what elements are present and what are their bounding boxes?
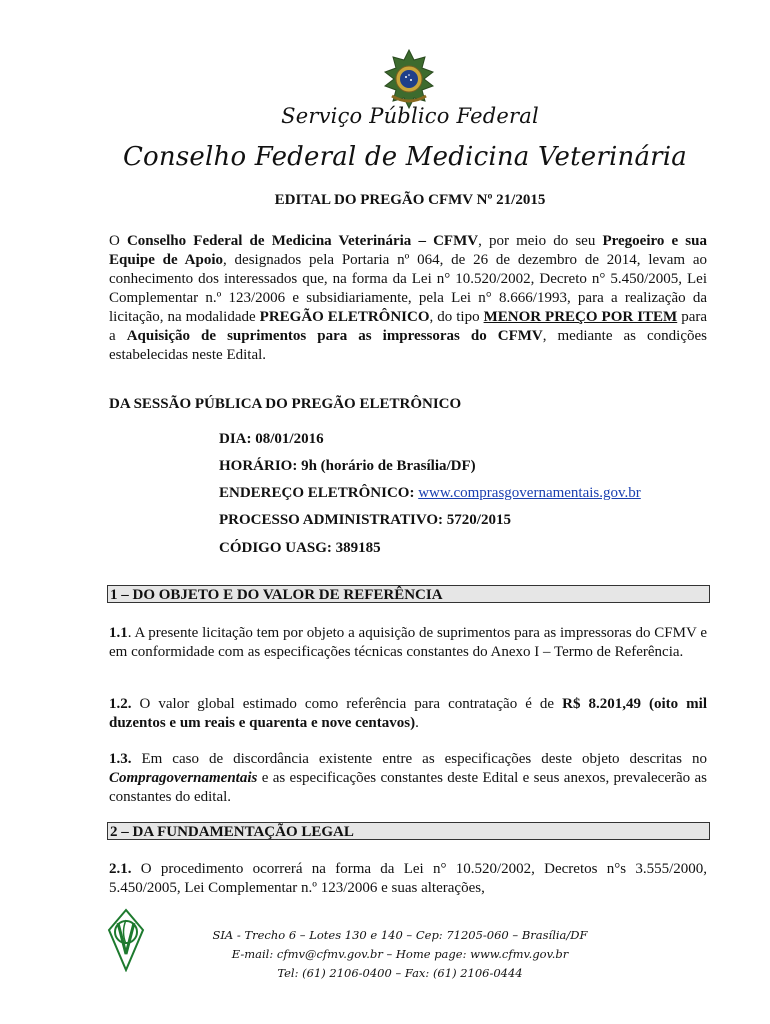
brazil-coat-of-arms-icon [378, 48, 440, 110]
intro-paragraph: O Conselho Federal de Medicina Veterinária – CFMV, por meio do seu Pregoeiro e sua Equipe de Apoio, designados pela Portaria nº 064, de 26 de dezembro de 2014, levam ao conhecimento dos interessados que, na forma da Lei n° 10.520/2002, Decreto n° 5.450/2005, Lei Complementar n.º 123/2006 e subsidiariamente, pela Lei n° 8.666/1993, para a realização da licitação, na modalidade PREGÃO ELETRÔNICO, do tipo MENOR PREÇO POR ITEM para a Aquisição de suprimentos para as impressoras do CFMV, mediante as condições estabelecidas neste Edital. [109, 233, 708, 363]
item-1-2: 1.2. O valor global estimado como referência para contratação é de R$ 8.201,49 (oito mil duzentos e um reais e quarenta e nove centavos). [109, 696, 708, 731]
item-1-3: 1.3. Em caso de discordância existente entre as especificações deste objeto descritas no Compragovernamentais e as especificações constantes deste Edital e seus anexos, prevalecerão as constantes do edital. [109, 751, 707, 805]
session-time: HORÁRIO: 9h (horário de Brasília/DF) [219, 458, 476, 474]
session-process: PROCESSO ADMINISTRATIVO: 5720/2015 [219, 512, 511, 528]
item-1-1: 1.1. A presente licitação tem por objeto a aquisição de suprimentos para as impressoras do CFMV e em conformidade com as especificações técnicas constantes do Anexo I – Termo de Referência. [109, 625, 707, 660]
council-heading: Conselho Federal de Medicina Veterinária [122, 142, 688, 172]
section-2-heading: 2 – DA FUNDAMENTAÇÃO LEGAL [107, 822, 710, 840]
session-date: DIA: 08/01/2016 [219, 431, 324, 447]
session-address: ENDEREÇO ELETRÔNICO: www.comprasgovernamentais.gov.br [219, 485, 641, 501]
session-heading: DA SESSÃO PÚBLICA DO PREGÃO ELETRÔNICO [109, 396, 462, 412]
service-heading: Serviço Público Federal [281, 104, 539, 128]
session-uasg: CÓDIGO UASG: 389185 [219, 540, 381, 556]
document-title: EDITAL DO PREGÃO CFMV Nº 21/2015 [274, 192, 546, 208]
cfmv-logo-icon [107, 908, 145, 972]
item-2-1: 2.1. O procedimento ocorrerá na forma da Lei n° 10.520/2002, Decretos n°s 3.555/2000, 5.450/2005, Lei Complementar n.º 123/2006 e suas alterações, [109, 861, 707, 896]
footer-address: SIA - Trecho 6 – Lotes 130 e 140 – Cep: 71205-060 – Brasília/DF [212, 928, 588, 942]
section-1-heading: 1 – DO OBJETO E DO VALOR DE REFERÊNCIA [107, 585, 710, 603]
footer-phone: Tel: (61) 2106-0400 – Fax: (61) 2106-0444 [277, 966, 523, 980]
comprasgovernamentais-link[interactable]: www.comprasgovernamentais.gov.br [418, 485, 641, 501]
footer-email: E-mail: cfmv@cfmv.gov.br – Home page: www.cfmv.gov.br [231, 947, 569, 961]
